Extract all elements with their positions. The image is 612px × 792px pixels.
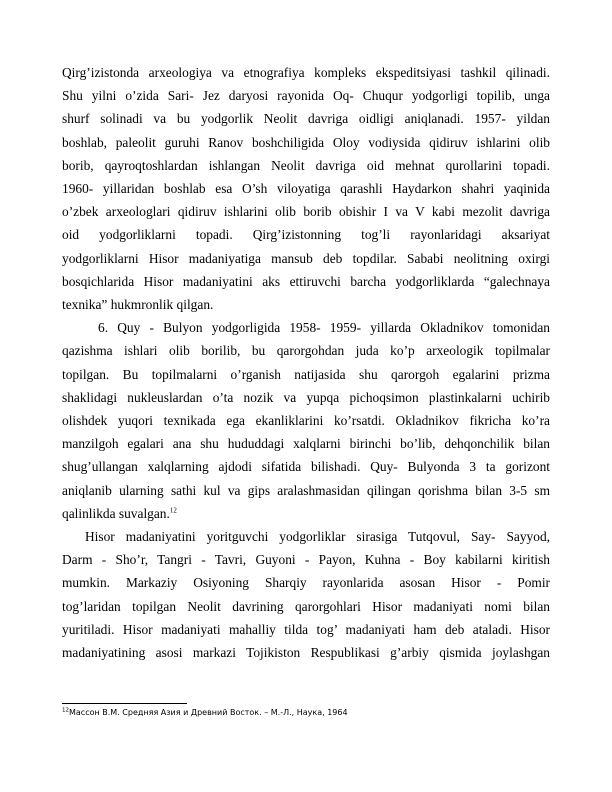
- footnote-separator: [62, 703, 187, 704]
- paragraph-1: [62, 61, 550, 316]
- footnote-text: Массон В.М. Средняя Азия и Древний Восток. – М.-Л., Наука, 1964: [69, 708, 348, 717]
- paragraph-3: [62, 525, 550, 664]
- text-line: tog’laridan topilgan Neolit davrining qarorgohlari Hisor madaniyati nomi bilan: [62, 598, 550, 614]
- text-line: o’zbek arxeologlari qidiruv ishlarini olib borib obishir I va V kabi mezolit davriga: [62, 204, 550, 220]
- text-line: oid yodgorliklarni topadi. Qirg’izistonning tog’li rayonlaridagi aksariyat: [62, 227, 550, 243]
- paragraph-2: [62, 316, 550, 525]
- document-body: [62, 61, 550, 664]
- text-line: borib, qayroqtoshlardan ishlangan Neolit davriga oid mehnat qurollarini topadi.: [62, 157, 550, 173]
- footnote: [62, 707, 348, 718]
- footnote-reference[interactable]: 12: [169, 506, 177, 515]
- text-line: Qirg’izistonda arxeologiya va etnografiya kompleks ekspeditsiyasi tashkil qilinadi.: [62, 65, 550, 80]
- text-line: bosqichlarida Hisor madaniyatini aks ettiruvchi barcha yodgorliklarda “galechnaya: [62, 273, 550, 289]
- text-line: topilgan. Bu topilmalarni o’rganish natijasida shu qarorgoh egalarini prizma: [62, 366, 550, 382]
- text-line: Shu yilni o’zida Sari- Jez daryosi rayonida Oq- Chuqur yodgorligi topilib, unga: [62, 88, 550, 104]
- text-line: olishdek yuqori texnikada ega ekanliklarini ko’rsatdi. Okladnikov fikricha ko’ra: [62, 413, 550, 429]
- text-line: yuritiladi. Hisor madaniyati mahalliy tilda tog’ madaniyati ham deb ataladi. Hisor: [62, 621, 550, 637]
- text-line: 6. Quy - Bulyon yodgorligida 1958- 1959- yillarda Okladnikov tomonidan: [98, 320, 550, 336]
- text-line: mumkin. Markaziy Osiyoning Sharqiy rayonlarida asosan Hisor - Pomir: [62, 575, 550, 591]
- text-line: madaniyatining asosi markazi Tojikiston Respublikasi g’arbiy qismida joylashgan: [62, 645, 550, 661]
- text-line: boshlab, paleolit guruhi Ranov boshchiligida Oloy vodiysida qidiruv ishlarini olib: [62, 134, 550, 150]
- text-line: qazishma ishlari olib borilib, bu qarorgohdan juda ko’p arxeologik topilmalar: [62, 343, 550, 359]
- text-line: aniqlanib ularning sathi kul va gips aralashmasidan qilingan qorishma bilan 3-5 sm: [62, 482, 550, 498]
- text-line: shurf solinadi va bu yodgorlik Neolit davriga oidligi aniqlanadi. 1957- yildan: [62, 111, 550, 127]
- footnote-number: 12: [62, 707, 69, 714]
- text-line: Darm - Sho’r, Tangri - Tavri, Guyoni - Payon, Kuhna - Boy kabilarni kiritish: [62, 552, 550, 568]
- text-line: shaklidagi nukleuslardan o’ta nozik va yupqa pichoqsimon plastinkalarni uchirib: [62, 389, 550, 405]
- text-line: Hisor madaniyatini yoritguvchi yodgorliklar sirasiga Tutqovul, Say- Sayyod,: [85, 529, 550, 545]
- text-line: manzilgoh egalari ana shu hududdagi xalqlarni birinchi bo’lib, dehqonchilik bilan: [62, 436, 550, 452]
- text-line: shug’ullangan xalqlarning ajdodi sifatida bilishadi. Quy- Bulyonda 3 ta gorizont: [62, 459, 550, 475]
- text-line: 1960- yillaridan boshlab esa O’sh viloyatiga qarashli Haydarkon shahri yaqinida: [62, 181, 550, 197]
- text-line-content: qalinlikda suvalgan.: [62, 505, 170, 521]
- text-line: [62, 502, 550, 525]
- text-line: texnika” hukmronlik qilgan.: [62, 297, 214, 313]
- text-line: yodgorliklarni Hisor madaniyatiga mansub deb topdilar. Sababi neolitning oxirgi: [62, 250, 550, 266]
